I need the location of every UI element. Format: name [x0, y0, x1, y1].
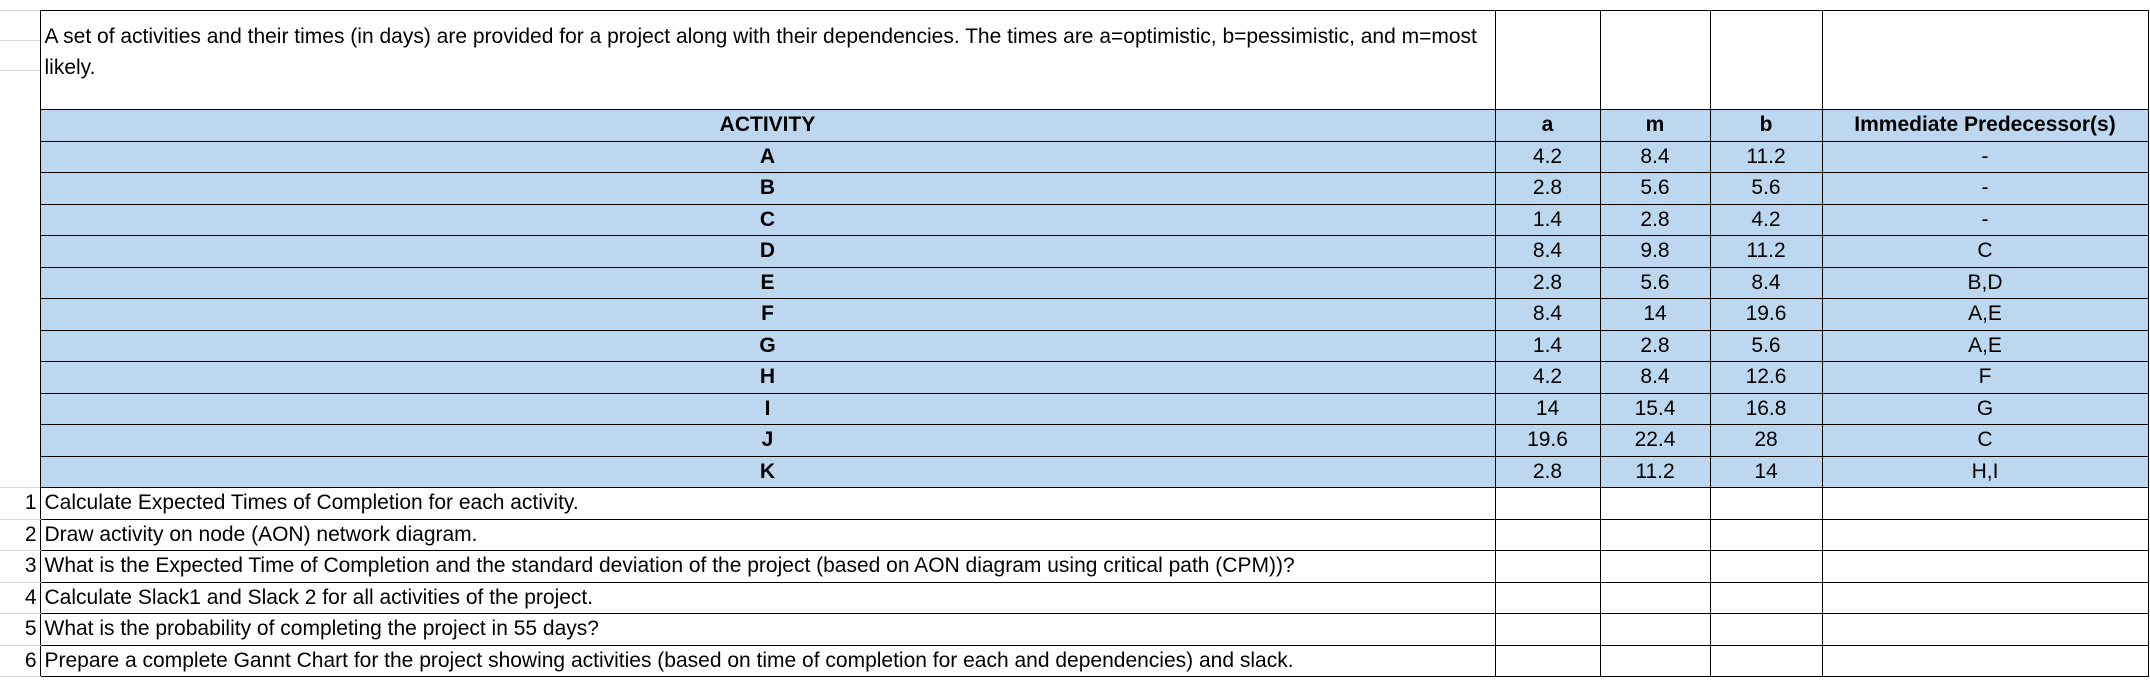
- question-text[interactable]: What is the Expected Time of Completion and the standard deviation of the project (based on AON diagram using critical path (CPM))?: [40, 551, 1495, 583]
- activity-m[interactable]: 2.8: [1600, 330, 1710, 362]
- activity-row: [0, 362, 2148, 394]
- question-number[interactable]: 1: [0, 488, 40, 520]
- activity-predecessors[interactable]: A,E: [1822, 330, 2148, 362]
- activity-name[interactable]: K: [40, 456, 1495, 488]
- activity-a[interactable]: 19.6: [1495, 425, 1600, 457]
- question-number[interactable]: 6: [0, 645, 40, 677]
- activity-b[interactable]: 12.6: [1710, 362, 1822, 394]
- activity-a[interactable]: 14: [1495, 393, 1600, 425]
- question-number[interactable]: 2: [0, 519, 40, 551]
- activity-row: [0, 393, 2148, 425]
- activity-b[interactable]: 11.2: [1710, 141, 1822, 173]
- activity-predecessors[interactable]: -: [1822, 173, 2148, 205]
- activity-name[interactable]: E: [40, 267, 1495, 299]
- activity-name[interactable]: A: [40, 141, 1495, 173]
- header-a[interactable]: a: [1495, 110, 1600, 142]
- activity-m[interactable]: 5.6: [1600, 173, 1710, 205]
- activity-predecessors[interactable]: -: [1822, 204, 2148, 236]
- question-row: [0, 488, 2148, 520]
- activity-a[interactable]: 4.2: [1495, 362, 1600, 394]
- activity-m[interactable]: 22.4: [1600, 425, 1710, 457]
- question-text[interactable]: Calculate Expected Times of Completion for each activity.: [40, 488, 1495, 520]
- activity-predecessors[interactable]: A,E: [1822, 299, 2148, 331]
- activity-name[interactable]: C: [40, 204, 1495, 236]
- activity-a[interactable]: 8.4: [1495, 299, 1600, 331]
- activity-predecessors[interactable]: C: [1822, 425, 2148, 457]
- activity-row: [0, 204, 2148, 236]
- activity-name[interactable]: F: [40, 299, 1495, 331]
- activity-a[interactable]: 2.8: [1495, 173, 1600, 205]
- activity-m[interactable]: 11.2: [1600, 456, 1710, 488]
- question-row: [0, 582, 2148, 614]
- question-number[interactable]: 5: [0, 614, 40, 646]
- activity-row: [0, 173, 2148, 205]
- activity-m[interactable]: 14: [1600, 299, 1710, 331]
- activity-predecessors[interactable]: B,D: [1822, 267, 2148, 299]
- header-predecessors[interactable]: Immediate Predecessor(s): [1822, 110, 2148, 142]
- header-activity[interactable]: ACTIVITY: [40, 110, 1495, 142]
- activity-b[interactable]: 14: [1710, 456, 1822, 488]
- activity-m[interactable]: 5.6: [1600, 267, 1710, 299]
- activity-name[interactable]: H: [40, 362, 1495, 394]
- question-text[interactable]: What is the probability of completing the project in 55 days?: [40, 614, 1495, 646]
- activity-b[interactable]: 4.2: [1710, 204, 1822, 236]
- activity-m[interactable]: 15.4: [1600, 393, 1710, 425]
- description-row: [0, 11, 2148, 110]
- header-row: [0, 110, 2148, 142]
- activity-b[interactable]: 28: [1710, 425, 1822, 457]
- question-row: [0, 551, 2148, 583]
- activity-a[interactable]: 2.8: [1495, 456, 1600, 488]
- header-m[interactable]: m: [1600, 110, 1710, 142]
- activity-name[interactable]: I: [40, 393, 1495, 425]
- assignment-table: [0, 10, 2149, 677]
- activity-row: [0, 330, 2148, 362]
- activity-a[interactable]: 1.4: [1495, 204, 1600, 236]
- question-row: [0, 614, 2148, 646]
- activity-m[interactable]: 8.4: [1600, 362, 1710, 394]
- activity-b[interactable]: 5.6: [1710, 330, 1822, 362]
- project-description[interactable]: A set of activities and their times (in days) are provided for a project along with their dependencies. The times are a=optimistic, b=pessimistic, and m=most likely.: [40, 11, 1495, 110]
- activity-predecessors[interactable]: G: [1822, 393, 2148, 425]
- activity-b[interactable]: 11.2: [1710, 236, 1822, 268]
- question-text[interactable]: Draw activity on node (AON) network diagram.: [40, 519, 1495, 551]
- activity-name[interactable]: J: [40, 425, 1495, 457]
- header-b[interactable]: b: [1710, 110, 1822, 142]
- activity-m[interactable]: 9.8: [1600, 236, 1710, 268]
- question-number[interactable]: 4: [0, 582, 40, 614]
- activity-a[interactable]: 8.4: [1495, 236, 1600, 268]
- activity-name[interactable]: G: [40, 330, 1495, 362]
- activity-a[interactable]: 4.2: [1495, 141, 1600, 173]
- activity-row: [0, 267, 2148, 299]
- activity-m[interactable]: 2.8: [1600, 204, 1710, 236]
- activity-a[interactable]: 1.4: [1495, 330, 1600, 362]
- activity-row: [0, 456, 2148, 488]
- question-text[interactable]: Prepare a complete Gannt Chart for the project showing activities (based on time of completion for each and dependencies) and slack.: [40, 645, 1495, 677]
- activity-predecessors[interactable]: H,I: [1822, 456, 2148, 488]
- activity-predecessors[interactable]: -: [1822, 141, 2148, 173]
- activity-name[interactable]: D: [40, 236, 1495, 268]
- question-row: [0, 645, 2148, 677]
- activity-b[interactable]: 8.4: [1710, 267, 1822, 299]
- activity-m[interactable]: 8.4: [1600, 141, 1710, 173]
- question-number[interactable]: 3: [0, 551, 40, 583]
- activity-b[interactable]: 5.6: [1710, 173, 1822, 205]
- activity-row: [0, 425, 2148, 457]
- activity-b[interactable]: 16.8: [1710, 393, 1822, 425]
- question-row: [0, 519, 2148, 551]
- activity-name[interactable]: B: [40, 173, 1495, 205]
- activity-predecessors[interactable]: C: [1822, 236, 2148, 268]
- activity-row: [0, 299, 2148, 331]
- activity-a[interactable]: 2.8: [1495, 267, 1600, 299]
- activity-row: [0, 141, 2148, 173]
- activity-predecessors[interactable]: F: [1822, 362, 2148, 394]
- activity-row: [0, 236, 2148, 268]
- activity-b[interactable]: 19.6: [1710, 299, 1822, 331]
- question-text[interactable]: Calculate Slack1 and Slack 2 for all activities of the project.: [40, 582, 1495, 614]
